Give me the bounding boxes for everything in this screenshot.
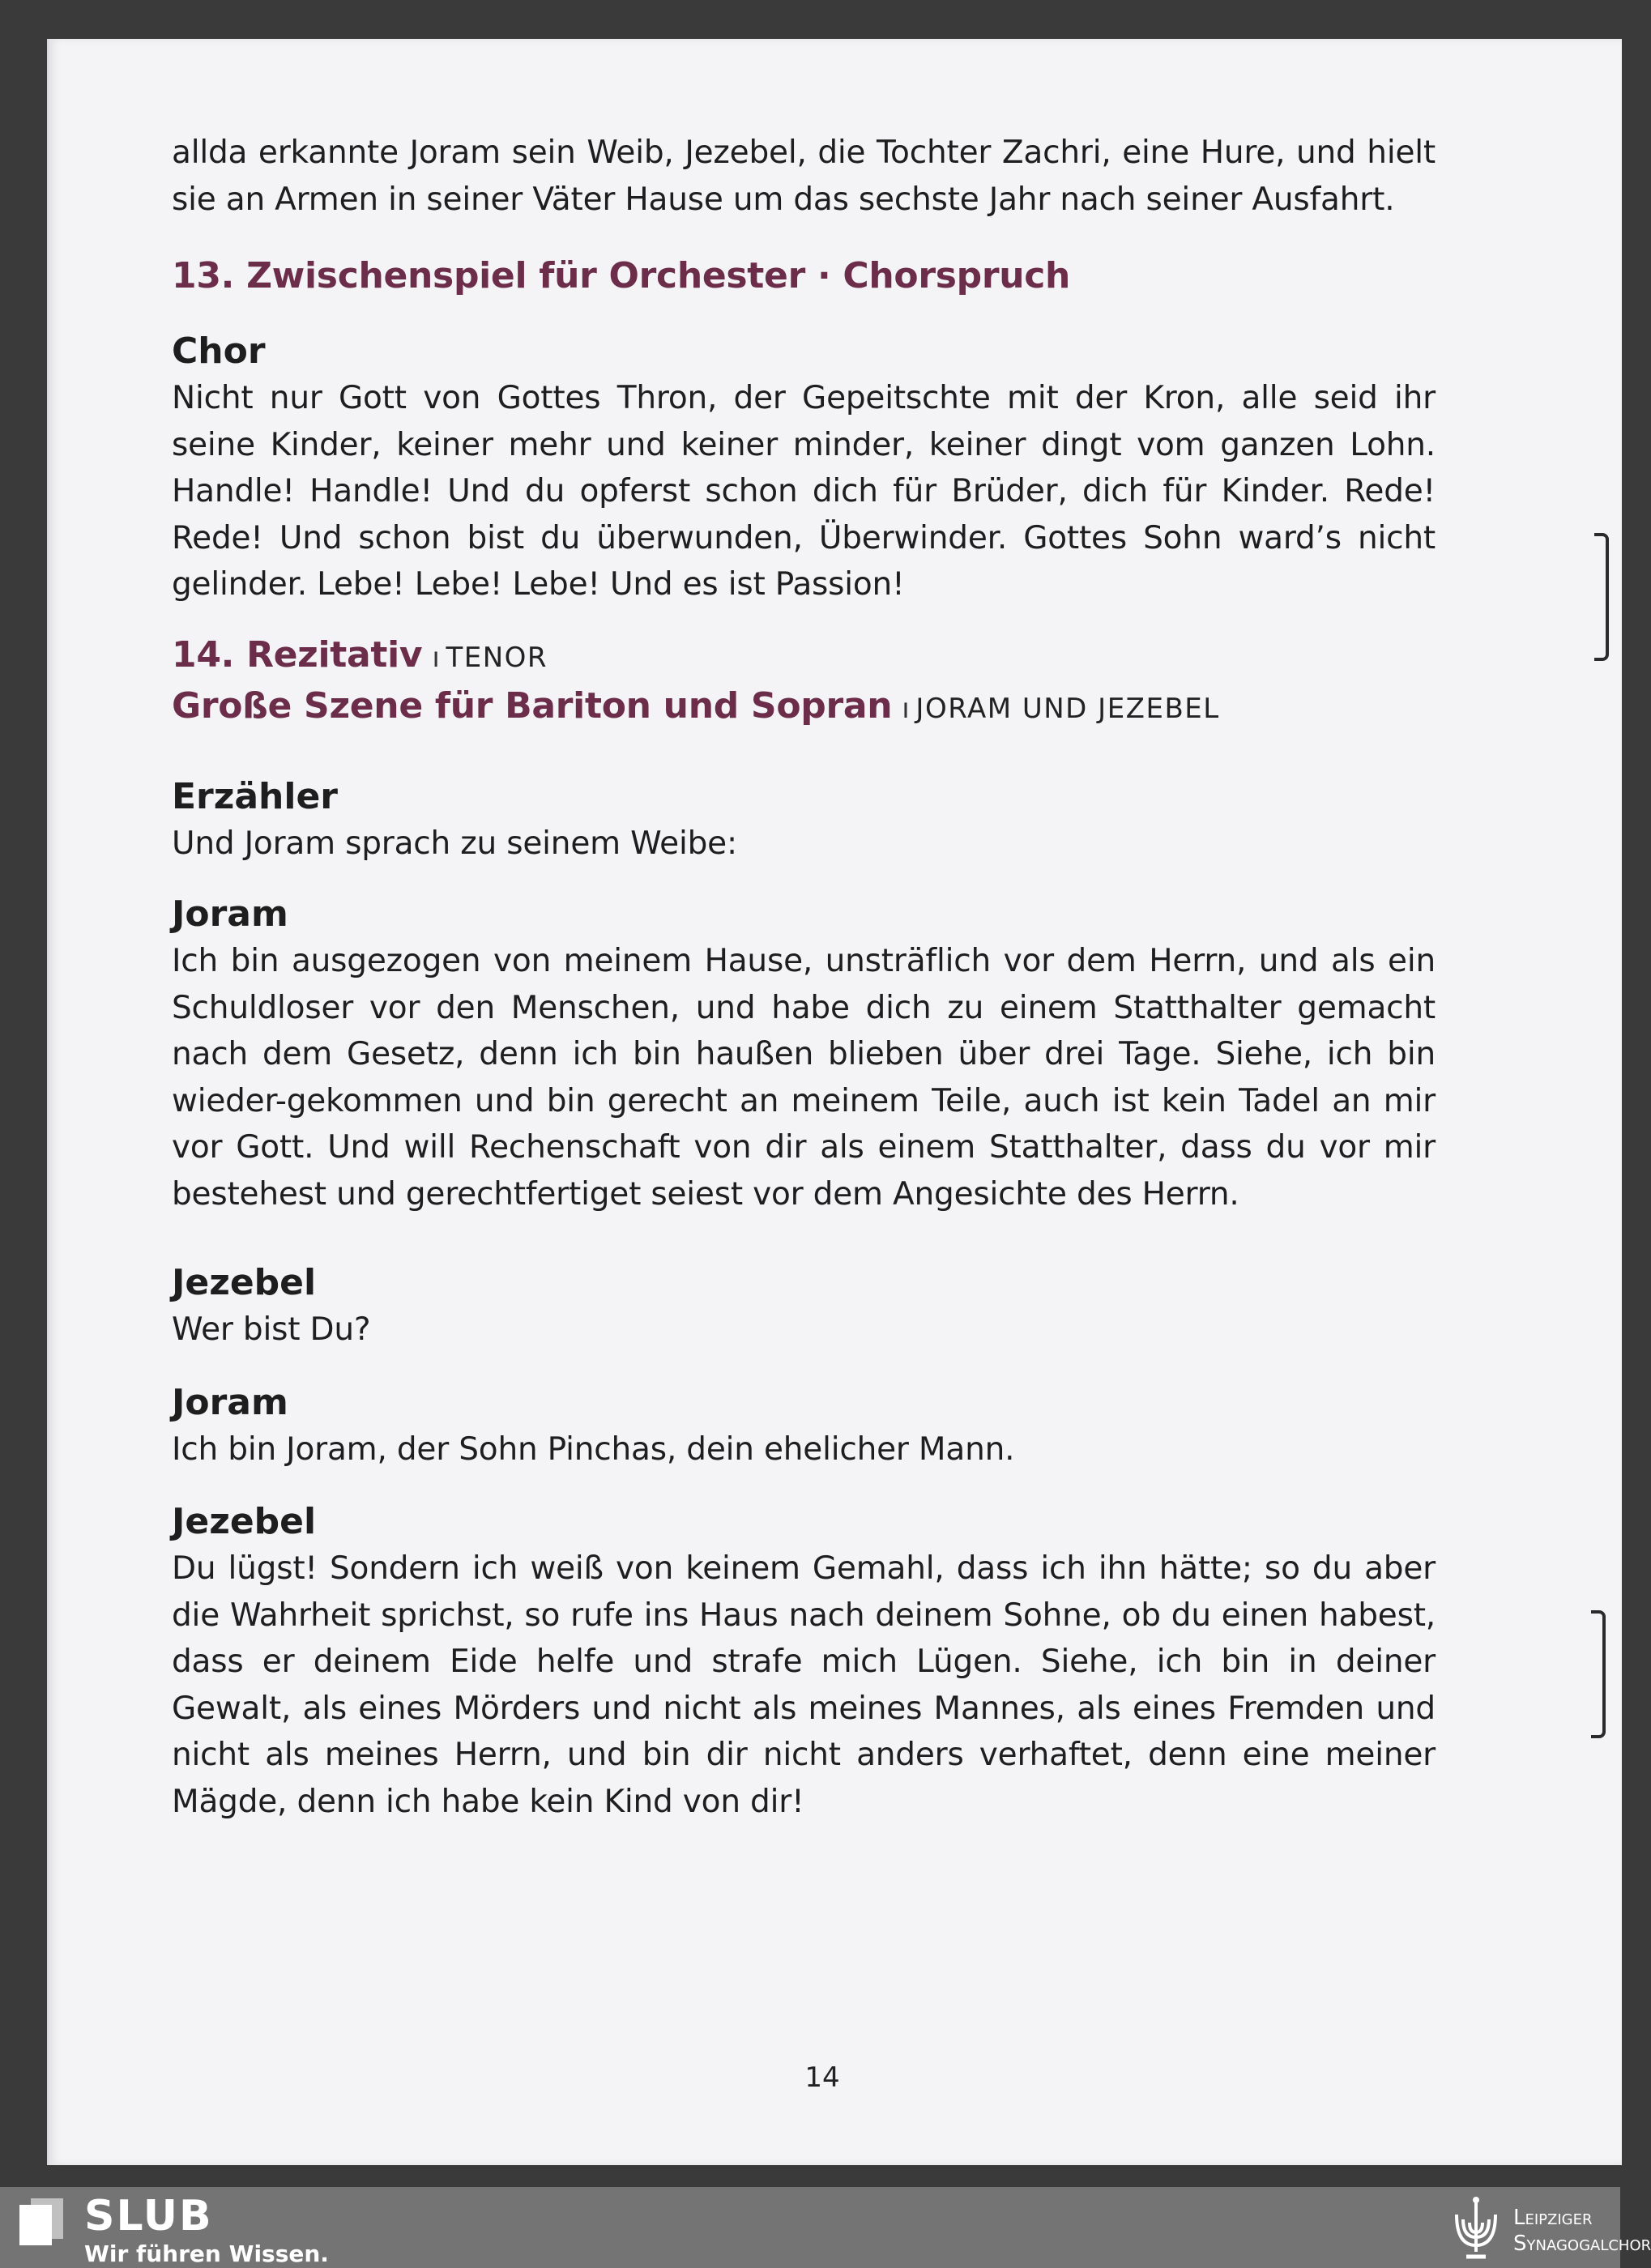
speaker-name: Joram bbox=[172, 893, 288, 935]
section-14-subheading bbox=[172, 682, 1436, 733]
viewer-footer bbox=[0, 2187, 1651, 2268]
section-13-heading: 13. Zwischenspiel für Orchester · Chorspruch bbox=[172, 255, 1071, 296]
section-14-heading bbox=[172, 631, 1436, 682]
chor-text: Nicht nur Gott von Gottes Thron, der Gepeitschte mit der Kron, alle seid ihr seine Kinder, keiner mehr und keiner minder, keiner dingt vom ganzen Lohn. Handle! Handle! Und du opferst schon dich für Brüder, dich für Kinder. Rede! Rede! Und schon bist du überwunden, Überwinder. Gottes Sohn ward’s nicht gelinder. Lebe! Lebe! Lebe! Und es ist Passion! bbox=[172, 380, 1436, 603]
section-14-voice: TENOR bbox=[446, 641, 548, 674]
intro-paragraph: allda erkannte Joram sein Weib, Jezebel, die Tochter Zachri, eine Hure, und hielt sie an Armen in seiner Väter Hause um das sechste Jahr nach seiner Ausfahrt. bbox=[172, 134, 1436, 218]
section-14-heading-block bbox=[172, 631, 1436, 733]
choir-name-line1: Leipziger bbox=[1513, 2206, 1593, 2230]
dialogue-jezebel-2 bbox=[172, 1498, 1436, 1825]
dialogue-jezebel-1 bbox=[172, 1260, 1436, 1354]
choir-name-line2: Synagogalchor bbox=[1513, 2232, 1651, 2256]
library-name: SLUB bbox=[84, 2192, 213, 2240]
speaker-name: Jezebel bbox=[172, 1501, 317, 1542]
section-14-title: 14. Rezitativ bbox=[172, 633, 423, 676]
speaker-text: Wer bist Du? bbox=[172, 1311, 371, 1348]
library-tagline: Wir führen Wissen. bbox=[84, 2240, 329, 2267]
section-14-subtitle: Große Szene für Bariton und Sopran bbox=[172, 684, 893, 727]
page-content bbox=[172, 130, 1436, 1825]
slub-logo-icon bbox=[19, 2198, 65, 2247]
speaker-text: Ich bin ausgezogen von meinem Hause, unsträflich vor dem Herrn, und als ein Schuldloser vor den Menschen, und habe dich zu einem Statthalter gemacht nach dem Gesetz, denn ich bin haußen blieben über drei Tage. Siehe, ich bin wieder-gekommen und bin gerecht an meinem Teile, auch ist kein Tadel an mir vor Gott. Und will Rechenschaft von dir als einem Statthalter, dass du vor mir bestehest und gerechtfertiget seiest vor dem Angesichte des Herrn. bbox=[172, 943, 1436, 1213]
staple-bottom bbox=[1591, 1610, 1606, 1738]
speaker-text: Ich bin Joram, der Sohn Pinchas, dein ehelicher Mann. bbox=[172, 1430, 1015, 1468]
dialogue-erzaehler bbox=[172, 774, 1436, 868]
speaker-name: Jezebel bbox=[172, 1262, 317, 1303]
speaker-chor: Chor bbox=[172, 330, 266, 372]
speaker-name: Joram bbox=[172, 1381, 288, 1423]
page-number: 14 bbox=[804, 2061, 840, 2094]
speaker-name: Erzähler bbox=[172, 775, 339, 817]
section-14-separator: ı bbox=[432, 641, 440, 674]
dialogue-joram-1 bbox=[172, 891, 1436, 1217]
section-14-roles: JORAM UND JEZEBEL bbox=[915, 692, 1220, 725]
scan-border bbox=[0, 0, 1620, 39]
section-14-subtitle-separator: ı bbox=[902, 692, 910, 725]
menorah-icon bbox=[1452, 2195, 1500, 2265]
speaker-text: Du lügst! Sondern ich weiß von keinem Gemahl, dass ich ihn hätte; so du aber die Wahrheit sprichst, so rufe ins Haus nach deinem Sohne, ob du einen habest, dass er deinem Eide helfe und strafe mich Lügen. Siehe, ich bin in deiner Gewalt, als eines Mörders und nicht als meines Mannes, als eines Fremden und nicht als meines Herrn, und bin dir nicht anders verhaftet, denn eine meiner Mägde, denn ich habe kein Kind von dir! bbox=[172, 1550, 1436, 1820]
dialogue-joram-2 bbox=[172, 1379, 1436, 1473]
staple-top bbox=[1594, 533, 1609, 661]
choir-name bbox=[1513, 2205, 1651, 2257]
speaker-text: Und Joram sprach zu seinem Weibe: bbox=[172, 825, 737, 862]
